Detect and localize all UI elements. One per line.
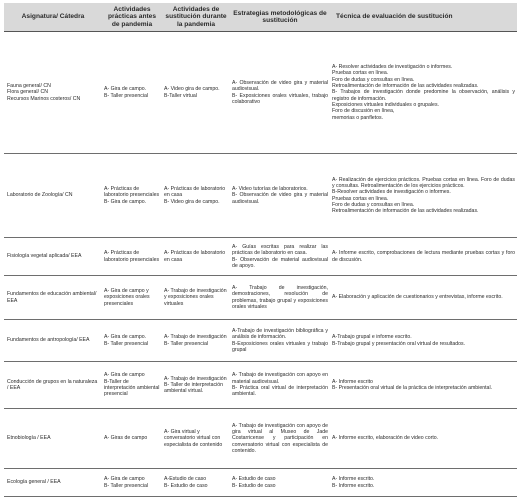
table-row bbox=[4, 238, 517, 276]
header-estrategias: Estrategias metodológicas de sustitución bbox=[230, 3, 330, 32]
cell-line: Fisiología vegetal aplicada/ EEA bbox=[7, 253, 82, 260]
cell-asignatura bbox=[4, 320, 102, 362]
cell-line: B- Taller presencial bbox=[104, 482, 149, 489]
cell-tecnica bbox=[330, 238, 517, 276]
cell-line: A- Trabajo de investigación bbox=[164, 334, 227, 341]
cell-line: A- Video gira de campo. bbox=[164, 86, 220, 93]
cell-line: A- Informe escrito, comprobaciones de lectura mediante pruebas cortas y foro de discusión. bbox=[332, 250, 515, 263]
evaluation-table bbox=[4, 3, 517, 497]
cell-tecnica bbox=[330, 320, 517, 362]
cell-line: Exposiciones virtuales individuales o grupales. bbox=[332, 102, 439, 109]
cell-estrategias bbox=[230, 362, 330, 409]
cell-line: B- Exposiciones orales virtuales, trabajo colaborativo bbox=[232, 92, 328, 105]
cell-line: A- Gira de campo bbox=[104, 476, 145, 483]
table-row bbox=[4, 32, 517, 154]
cell-asignatura bbox=[4, 32, 102, 154]
cell-line: A- Gira de campo bbox=[104, 372, 145, 379]
cell-line: Foro de discusión en línea, bbox=[332, 108, 395, 115]
cell-estrategias bbox=[230, 320, 330, 362]
table-row bbox=[4, 320, 517, 362]
cell-actividades-antes bbox=[102, 238, 162, 276]
cell-line: B- Trabajos de investigación donde predomine la observación, análisis y registro de información. bbox=[332, 89, 515, 102]
cell-line: Fauna general/ CN bbox=[7, 83, 51, 90]
cell-line: A- Informe escrito. bbox=[332, 476, 375, 483]
cell-line: A- Trabajo de investigación, demostraciones, resolución de problemas, trabajo grupal y exposiciones orales virtuales bbox=[232, 284, 328, 310]
cell-line: B- Informe escrito. bbox=[332, 482, 375, 489]
cell-line: B- Video gira de campo. bbox=[164, 198, 220, 205]
cell-actividades-sustitucion bbox=[162, 362, 230, 409]
cell-line: Recursos Marinos costeros/ CN bbox=[7, 95, 81, 102]
table-row bbox=[4, 469, 517, 497]
cell-actividades-sustitucion bbox=[162, 320, 230, 362]
table-row bbox=[4, 276, 517, 320]
cell-line: B- Taller presencial bbox=[164, 340, 209, 347]
table-row bbox=[4, 409, 517, 469]
cell-tecnica bbox=[330, 409, 517, 469]
cell-line: Etnobiología / EEA bbox=[7, 435, 51, 442]
cell-line: A- Informe escrito, elaboración de video corto. bbox=[332, 435, 439, 442]
cell-line: B- Taller de interpretación ambiental virtual. bbox=[164, 381, 224, 395]
cell-tecnica bbox=[330, 469, 517, 497]
cell-actividades-antes bbox=[102, 469, 162, 497]
cell-actividades-sustitucion bbox=[162, 154, 230, 238]
cell-line: Fundamentos de educación ambiental/ EEA bbox=[7, 291, 97, 304]
cell-line: A- Gira de campo y exposiciones orales presenciales bbox=[104, 288, 150, 307]
cell-line: Foro de dudas y consultas en línea. bbox=[332, 76, 415, 83]
cell-actividades-antes bbox=[102, 409, 162, 469]
header-actividades-antes: Actividades prácticas antes de pandemia bbox=[102, 3, 162, 32]
header-actividades-sustitucion: Actividades de sustitución durante la pandemia bbox=[162, 3, 230, 32]
cell-tecnica bbox=[330, 32, 517, 154]
cell-actividades-antes bbox=[102, 320, 162, 362]
cell-line: Pruebas cortas en línea. bbox=[332, 195, 389, 202]
cell-line: B-Resolver actividades de investigación o informes. bbox=[332, 189, 451, 196]
cell-line: Pruebas cortas en línea. bbox=[332, 70, 389, 77]
cell-line: B- Presentación oral virtual de la práctica de interpretación ambiental. bbox=[332, 385, 493, 392]
cell-estrategias bbox=[230, 469, 330, 497]
cell-line: Retroalimentación de información de las actividades realizadas. bbox=[332, 83, 479, 90]
cell-line: B- Práctica oral virtual de interpretación ambiental. bbox=[232, 385, 328, 398]
cell-estrategias bbox=[230, 276, 330, 320]
cell-asignatura bbox=[4, 276, 102, 320]
cell-line: A- Guías escritas para realizar las prácticas de laboratorio en casa. bbox=[232, 243, 328, 257]
cell-line: B- Taller presencial bbox=[104, 340, 149, 347]
cell-line: A-Trabajo de investigación bibliográfica y análisis de información. bbox=[232, 327, 328, 341]
cell-line: A- Prácticas de laboratorio presenciales bbox=[104, 186, 160, 199]
cell-line: B- Estudio de caso bbox=[232, 482, 276, 489]
cell-line: A- Estudio de caso bbox=[232, 476, 276, 483]
cell-line: B- Observación de material audiovisual de apoyo. bbox=[232, 256, 328, 269]
cell-line: Laboratorio de Zoología/ CN bbox=[7, 192, 73, 199]
cell-line: B- Gira de campo. bbox=[104, 198, 147, 205]
cell-actividades-antes bbox=[102, 276, 162, 320]
cell-line: memorias o panfletos. bbox=[332, 114, 384, 121]
cell-line: A- Observación de video gira y material audiovisual. bbox=[232, 79, 328, 93]
cell-line: A- Giras de campo bbox=[104, 435, 148, 442]
cell-tecnica bbox=[330, 154, 517, 238]
cell-line: A- Trabajo de investigación con apoyo de gira virtual al Museo de Jade Costarricense y participación en conversatorio virtual con especialista de contenido. bbox=[232, 422, 328, 455]
cell-line: A-Trabajo grupal e informe escrito. bbox=[332, 334, 412, 341]
cell-estrategias bbox=[230, 32, 330, 154]
cell-actividades-sustitucion bbox=[162, 238, 230, 276]
cell-actividades-sustitucion bbox=[162, 409, 230, 469]
cell-estrategias bbox=[230, 409, 330, 469]
cell-line: A- Resolver actividades de investigación o informes. bbox=[332, 64, 453, 71]
cell-actividades-sustitucion bbox=[162, 469, 230, 497]
cell-line: A-Estudio de caso bbox=[164, 476, 207, 483]
cell-line: A- Trabajo de investigación y exposiciones orales virtuales bbox=[164, 288, 227, 307]
cell-tecnica bbox=[330, 276, 517, 320]
cell-actividades-sustitucion bbox=[162, 276, 230, 320]
cell-actividades-antes bbox=[102, 154, 162, 238]
cell-actividades-antes bbox=[102, 32, 162, 154]
cell-tecnica bbox=[330, 362, 517, 409]
cell-line: A- Prácticas de laboratorio en casa bbox=[164, 186, 226, 199]
cell-asignatura bbox=[4, 238, 102, 276]
table-header bbox=[4, 3, 517, 32]
cell-line: A- Realización de ejercicios prácticos. Pruebas cortas en línea. Foro de dudas y consultas. Retroalimentación de los ejercicios prácticos. bbox=[332, 176, 515, 189]
cell-asignatura bbox=[4, 409, 102, 469]
cell-line: B- Observación de video gira y material audiovisual. bbox=[232, 192, 328, 205]
cell-line: B-Taller virtual bbox=[164, 92, 197, 99]
cell-line: A- Elaboración y aplicación de cuestionarios y entrevistas, informe escrito. bbox=[332, 294, 503, 301]
cell-actividades-sustitucion bbox=[162, 32, 230, 154]
cell-line: Ecología general / EEA bbox=[7, 479, 61, 486]
cell-line: B- Estudio de caso bbox=[164, 482, 208, 489]
cell-line: A- Gira virtual y conversatorio virtual con especialista de contenido bbox=[164, 429, 223, 448]
cell-line: B-Taller de interpretación ambiental presencial bbox=[104, 378, 160, 398]
cell-line: Foro de dudas y consultas en línea. bbox=[332, 201, 415, 208]
cell-line: A- Video tutorías de laboratorios. bbox=[232, 186, 308, 193]
cell-estrategias bbox=[230, 238, 330, 276]
cell-line: A- Trabajo de investigación con apoyo en material audiovisual. bbox=[232, 372, 328, 385]
cell-estrategias bbox=[230, 154, 330, 238]
cell-line: Retroalimentación de información de las actividades realizadas. bbox=[332, 208, 479, 215]
cell-line: A- Prácticas de laboratorio en casa bbox=[164, 250, 226, 263]
cell-actividades-antes bbox=[102, 362, 162, 409]
cell-line: B-Trabajo grupal y presentación oral virtual de resultados. bbox=[332, 340, 466, 347]
cell-line: A- Trabajo de investigación bbox=[164, 375, 227, 382]
table-body bbox=[4, 32, 517, 497]
table-row bbox=[4, 362, 517, 409]
cell-asignatura bbox=[4, 469, 102, 497]
header-tecnica: Técnica de evaluación de sustitución bbox=[330, 3, 517, 32]
cell-line: Fundamentos de antropología/ EEA bbox=[7, 337, 90, 344]
cell-line: A- Gira de campo. bbox=[104, 86, 147, 93]
cell-line: Flora general/ CN bbox=[7, 89, 48, 96]
table-row bbox=[4, 154, 517, 238]
cell-asignatura bbox=[4, 154, 102, 238]
cell-line: A- Gira de campo. bbox=[104, 334, 147, 341]
cell-line: B-Exposiciones orales virtuales y trabajo grupal bbox=[232, 340, 328, 353]
header-row bbox=[4, 3, 517, 32]
cell-asignatura bbox=[4, 362, 102, 409]
header-asignatura: Asignatura/ Cátedra bbox=[4, 3, 102, 32]
cell-line: A- Informe escrito bbox=[332, 378, 373, 385]
cell-line: Conducción de grupos en la naturaleza / EEA bbox=[7, 378, 98, 392]
cell-line: A- Prácticas de laboratorio presenciales bbox=[104, 250, 160, 263]
cell-line: B- Taller presencial bbox=[104, 92, 149, 99]
